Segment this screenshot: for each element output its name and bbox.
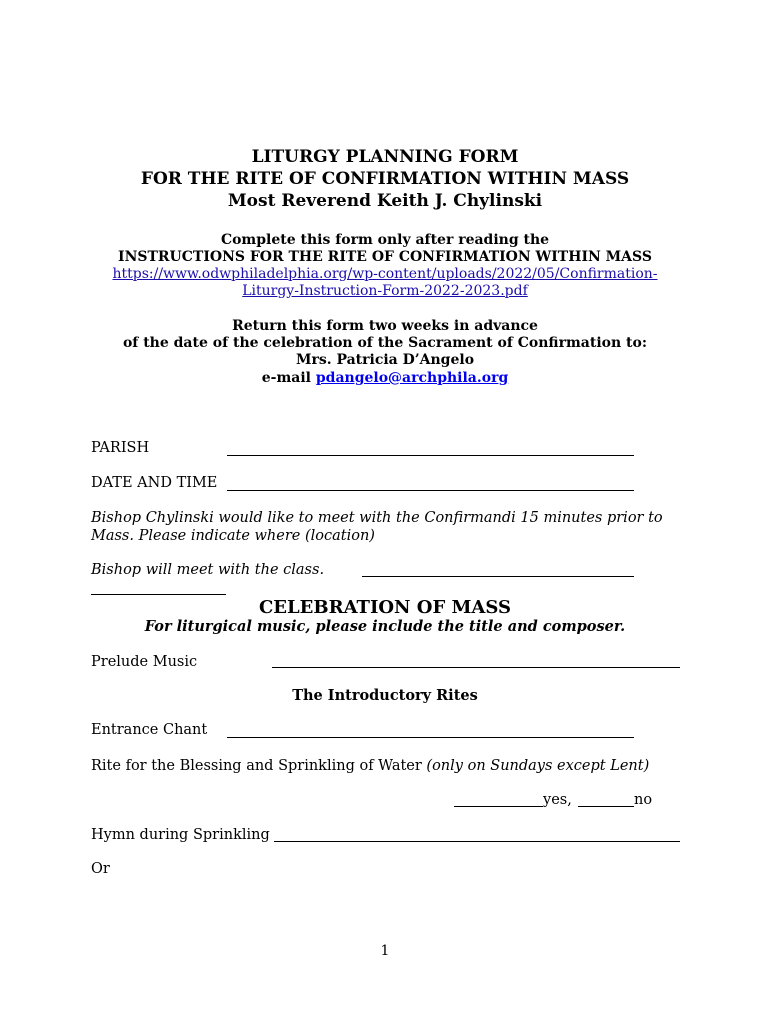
instructions-line2: INSTRUCTIONS FOR THE RITE OF CONFIRMATION WITHIN MASS bbox=[118, 249, 652, 265]
sprinkling-note: (only on Sundays except Lent) bbox=[426, 758, 650, 774]
no-field[interactable] bbox=[578, 806, 634, 807]
date-time-label: DATE AND TIME bbox=[91, 475, 218, 491]
bishop-meet-field[interactable] bbox=[362, 576, 634, 577]
instructions-url-line2[interactable]: Liturgy-Instruction-Form-2022-2023.pdf bbox=[242, 283, 528, 299]
introductory-rites-heading: The Introductory Rites bbox=[292, 687, 478, 704]
email-link[interactable]: pdangelo@archphila.org bbox=[315, 370, 509, 386]
bishop-meet-field-continued[interactable] bbox=[91, 594, 226, 595]
email-prefix: e-mail bbox=[261, 370, 316, 386]
hymn-sprinkling-field[interactable] bbox=[274, 841, 680, 842]
yes-field[interactable] bbox=[454, 806, 543, 807]
return-line2: of the date of the celebration of the Sacrament of Confirmation to: bbox=[122, 335, 648, 351]
bishop-note-line1: Bishop Chylinski would like to meet with the Confirmandi 15 minutes prior to bbox=[91, 510, 663, 526]
instructions-url-block bbox=[0, 266, 770, 283]
sprinkling-label: Rite for the Blessing and Sprinkling of Water bbox=[91, 758, 427, 774]
form-title-line2: FOR THE RITE OF CONFIRMATION WITHIN MASS bbox=[140, 169, 630, 189]
page-number: 1 bbox=[380, 943, 390, 959]
parish-label: PARISH bbox=[91, 440, 150, 456]
bishop-meet-label: Bishop will meet with the class. bbox=[91, 562, 325, 578]
entrance-chant-field[interactable] bbox=[227, 737, 634, 738]
contact-name: Mrs. Patricia D’Angelo bbox=[295, 352, 475, 368]
celebration-heading: CELEBRATION OF MASS bbox=[258, 597, 511, 618]
yes-label: yes, bbox=[543, 792, 572, 808]
date-time-field[interactable] bbox=[227, 490, 634, 491]
instructions-url-block-2 bbox=[0, 283, 770, 300]
sprinkling-rite-line bbox=[91, 757, 649, 775]
bishop-note-line2: Mass. Please indicate where (location) bbox=[91, 528, 375, 544]
or-label: Or bbox=[91, 861, 110, 877]
prelude-field[interactable] bbox=[272, 667, 680, 668]
form-title-line1: LITURGY PLANNING FORM bbox=[251, 147, 519, 167]
hymn-sprinkling-label: Hymn during Sprinkling bbox=[91, 827, 270, 843]
email-line bbox=[0, 370, 770, 387]
no-label: no bbox=[634, 792, 653, 808]
prelude-label: Prelude Music bbox=[91, 654, 198, 670]
return-line1: Return this form two weeks in advance bbox=[232, 318, 538, 334]
parish-field[interactable] bbox=[227, 455, 634, 456]
instructions-url-line1[interactable]: https://www.odwphiladelphia.org/wp-content/uploads/2022/05/Confirmation- bbox=[112, 266, 658, 282]
instructions-line1: Complete this form only after reading the bbox=[220, 232, 550, 248]
entrance-chant-label: Entrance Chant bbox=[91, 722, 208, 738]
form-title-line3: Most Reverend Keith J. Chylinski bbox=[227, 191, 543, 211]
celebration-subheading: For liturgical music, please include the title and composer. bbox=[144, 618, 626, 635]
